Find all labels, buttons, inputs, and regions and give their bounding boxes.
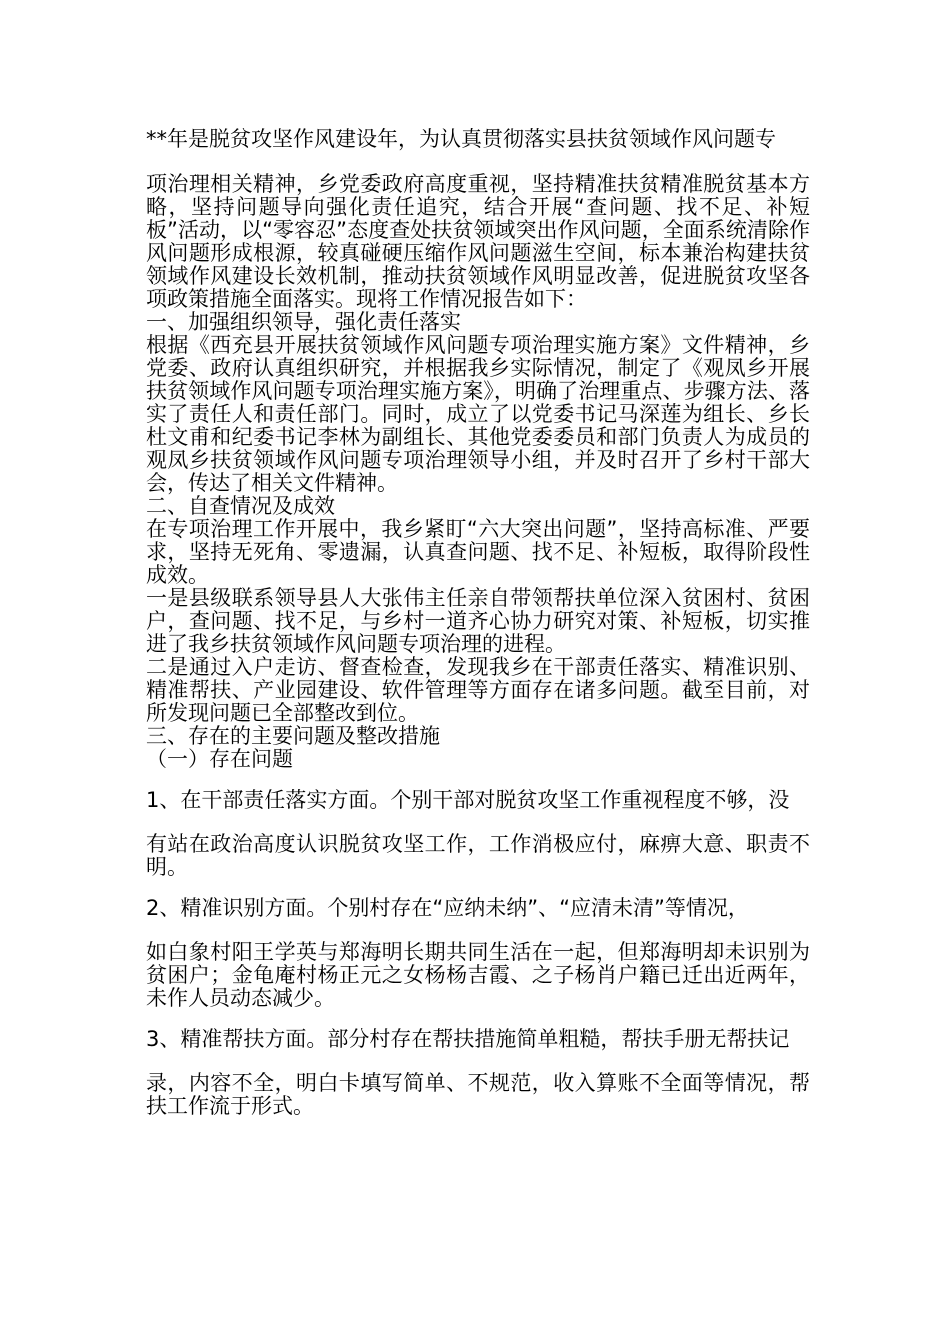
intro-first-line: **年是脱贫攻坚作风建设年，为认真贯彻落实县扶贫领域作风问题专 [146,127,776,151]
document-page [146,128,810,1118]
section1-paragraph: 根据《西充县开展扶贫领域作风问题专项治理实施方案》文件精神，乡党委、政府认真组织研究，并根据我乡实际情况，制定了《观凤乡开展扶贫领域作风问题专项治理实施方案》，明确了治理重点、步骤方法、落实了责任人和责任部门。同时，成立了以党委书记马深莲为组长、乡长杜文甫和纪委书记李林为副组长、其他党委委员和部门负责人为成员的观凤乡扶贫领域作风问题专项治理领导小组，并及时召开了乡村干部大会，传达了相关文件精神。 [146,333,810,495]
section2-heading: 二、自查情况及成效 [146,494,335,518]
section3-heading: 三、存在的主要问题及整改措施 [146,724,440,748]
item1-paragraph: 有站在政治高度认识脱贫攻坚工作，工作消极应付，麻痹大意、职责不明。 [146,832,810,879]
section3-subheading: （一）存在问题 [146,747,293,771]
item3-first-line: 3、精准帮扶方面。部分村存在帮扶措施简单粗糙，帮扶手册无帮扶记 [146,1027,790,1051]
item3-paragraph: 录，内容不全，明白卡填写简单、不规范，收入算账不全面等情况，帮扶工作流于形式。 [146,1071,810,1118]
section2-paragraph-2: 一是县级联系领导县人大张伟主任亲自带领帮扶单位深入贫困村、贫困户，查问题、找不足，与乡村一道齐心协力研究对策、补短板，切实推进了我乡扶贫领域作风问题专项治理的进程。 [146,586,810,656]
section2-paragraph-1: 在专项治理工作开展中，我乡紧盯“六大突出问题”，坚持高标准、严要求，坚持无死角、零遗漏，认真查问题、找不足、补短板，取得阶段性成效。 [146,517,810,587]
item1-first-line: 1、在干部责任落实方面。个别干部对脱贫攻坚工作重视程度不够，没 [146,788,790,812]
section2-paragraph-3: 二是通过入户走访、督查检查，发现我乡在干部责任落实、精准识别、精准帮扶、产业园建设、软件管理等方面存在诸多问题。截至目前，对所发现问题已全部整改到位。 [146,655,810,725]
intro-paragraph: 项治理相关精神，乡党委政府高度重视，坚持精准扶贫精准脱贫基本方略，坚持问题导向强化责任追究，结合开展“查问题、找不足、补短板”活动，以“零容忍”态度查处扶贫领域突出作风问题，全面系统清除作风问题形成根源，较真碰硬压缩作风问题滋生空间，标本兼治构建扶贫领域作风建设长效机制，推动扶贫领域作风明显改善，促进脱贫攻坚各项政策措施全面落实。现将工作情况报告如下： [146,172,810,311]
section1-heading: 一、加强组织领导，强化责任落实 [146,310,461,334]
item2-paragraph: 如白象村阳王学英与郑海明长期共同生活在一起，但郑海明却未识别为贫困户；金龟庵村杨正元之女杨杨吉霞、之子杨肖户籍已迁出近两年，未作人员动态减少。 [146,940,810,1010]
item2-first-line: 2、精准识别方面。个别村存在“应纳未纳”、“应清未清”等情况， [146,896,749,920]
